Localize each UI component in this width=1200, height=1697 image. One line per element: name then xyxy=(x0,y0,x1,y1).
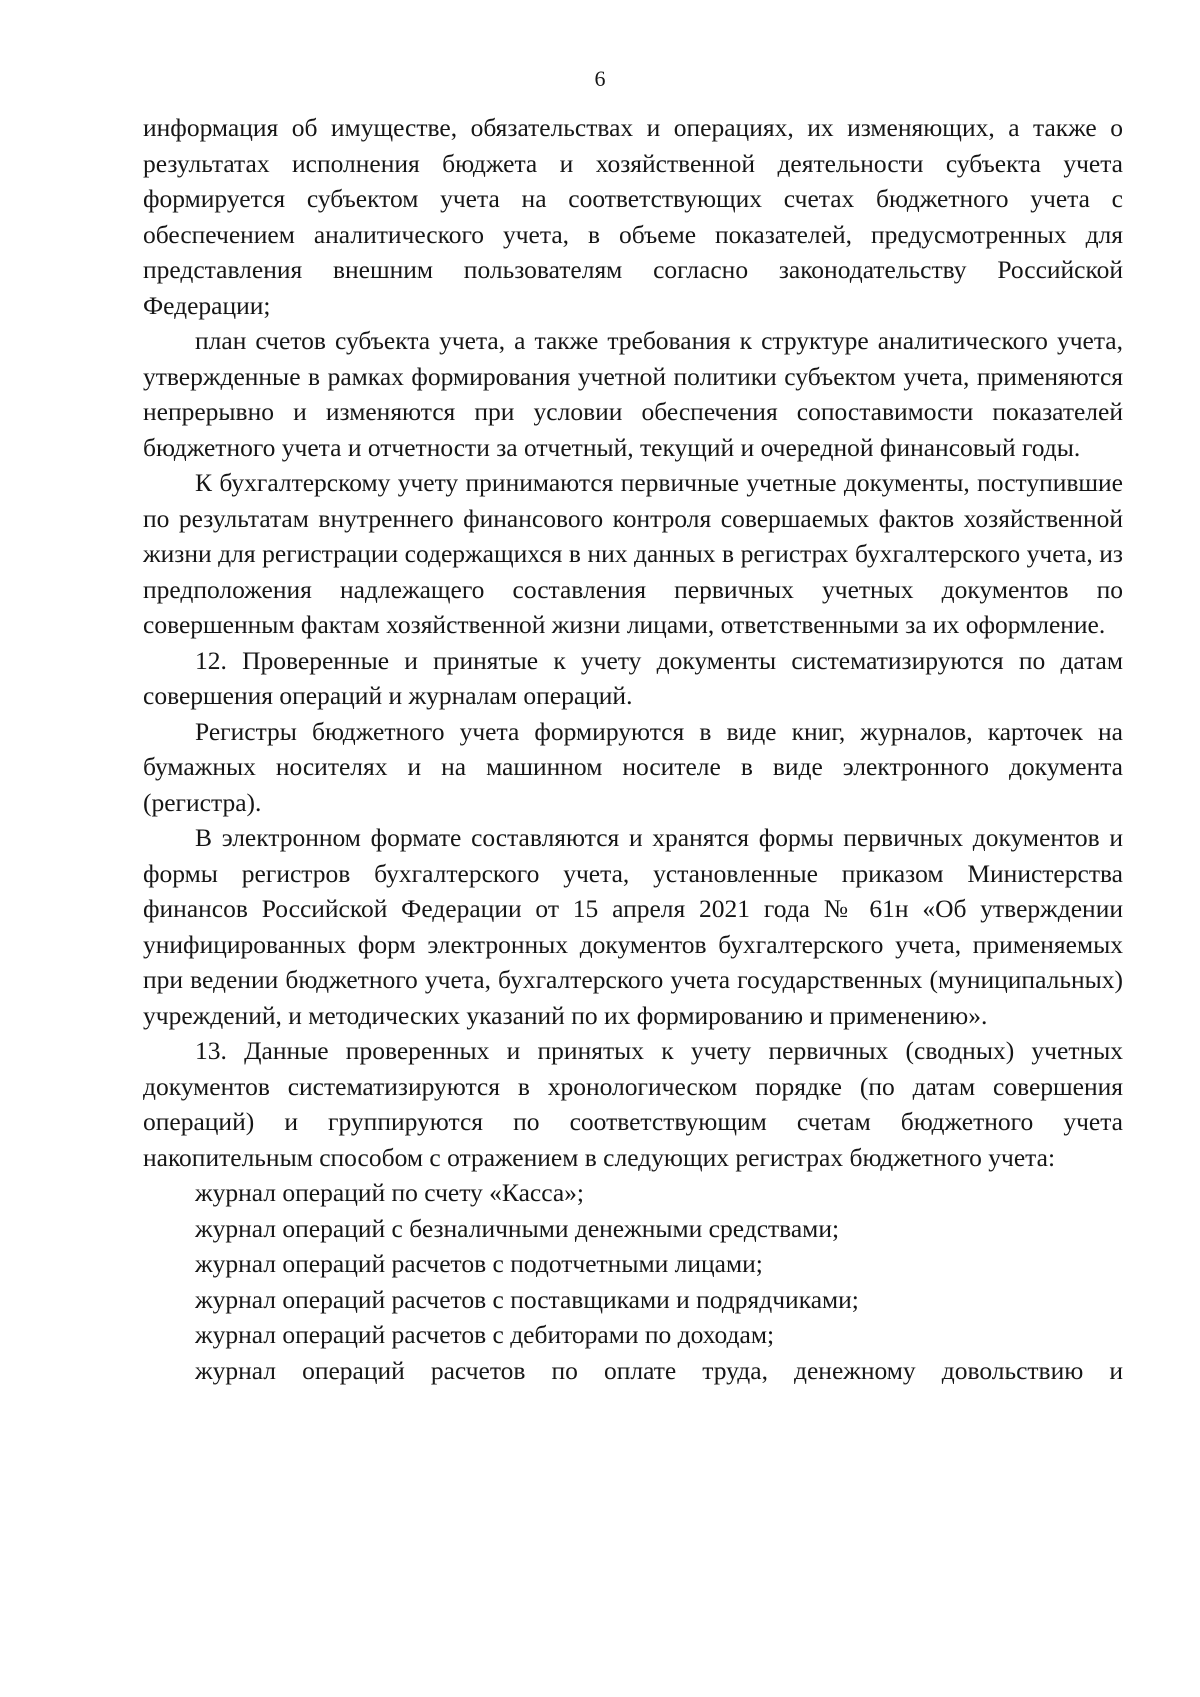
paragraph-chart-of-accounts: план счетов субъекта учета, а также требования к структуре аналитического учета, утвержденные в рамках формирования учетной политики субъектом учета, применяются непрерывно и изменяются при условии обеспечения сопоставимости показателей бюджетного учета и отчетности за отчетный, текущий и очередной финансовый годы. xyxy=(143,326,1123,462)
list-item-payroll-journal: журнал операций расчетов по оплате труда, денежному довольствию и xyxy=(195,1355,1123,1385)
paragraph-clause-13: 13. Данные проверенных и принятых к учету первичных (сводных) учетных документов систематизируются в хронологическом порядке (по датам совершения операций) и группируются по соответствующим счетам бюджетного учета накопительным способом с отражением в следующих регистрах бюджетного учета: xyxy=(143,1036,1123,1172)
paragraph-clause-12: 12. Проверенные и принятые к учету документы систематизируются по датам совершения операций и журналам операций. xyxy=(143,645,1123,710)
document-body xyxy=(143,110,1123,1388)
paragraph-primary-documents: К бухгалтерскому учету принимаются первичные учетные документы, поступившие по результатам внутреннего финансового контроля совершаемых фактов хозяйственной жизни для регистрации содержащихся в них данных в регистрах бухгалтерского учета, из предположения надлежащего составления первичных учетных документов по совершенным фактам хозяйственной жизни лицами, ответственными за их оформление. xyxy=(143,468,1123,639)
paragraph-property-information: информация об имуществе, обязательствах и операциях, их изменяющих, а также о результатах исполнения бюджета и хозяйственной деятельности субъекта учета формируется субъектом учета на соответствующих счетах бюджетного учета с обеспечением аналитического учета, в объеме показателей, предусмотренных для представления внешним пользователям согласно законодательству Российской Федерации; xyxy=(143,113,1123,320)
page-number: 6 xyxy=(594,66,606,91)
list-item-debtors-journal: журнал операций расчетов с дебиторами по доходам; xyxy=(195,1320,775,1349)
list-item-suppliers-journal: журнал операций расчетов с поставщиками и подрядчиками; xyxy=(195,1284,859,1314)
list-item-cash-journal: журнал операций по счету «Касса»; xyxy=(195,1178,584,1207)
list-item-accountable-persons-journal: журнал операций расчетов с подотчетными лицами; xyxy=(195,1249,763,1278)
paragraph-registers: Регистры бюджетного учета формируются в виде книг, журналов, карточек на бумажных носителях и на машинном носителе в виде электронного документа (регистра). xyxy=(143,716,1123,817)
list-item-noncash-journal: журнал операций с безналичными денежными средствами; xyxy=(195,1213,840,1243)
paragraph-electronic-format: В электронном формате составляются и хранятся формы первичных документов и формы регистров бухгалтерского учета, установленные приказом Министерства финансов Российской Федерации от 15 апреля 2021 года № 61н «Об утверждении унифицированных форм электронных документов бухгалтерского учета, применяемых при ведении бюджетного учета, бухгалтерского учета государственных (муниципальных) учреждений, и методических указаний по их формированию и применению». xyxy=(143,823,1123,1030)
